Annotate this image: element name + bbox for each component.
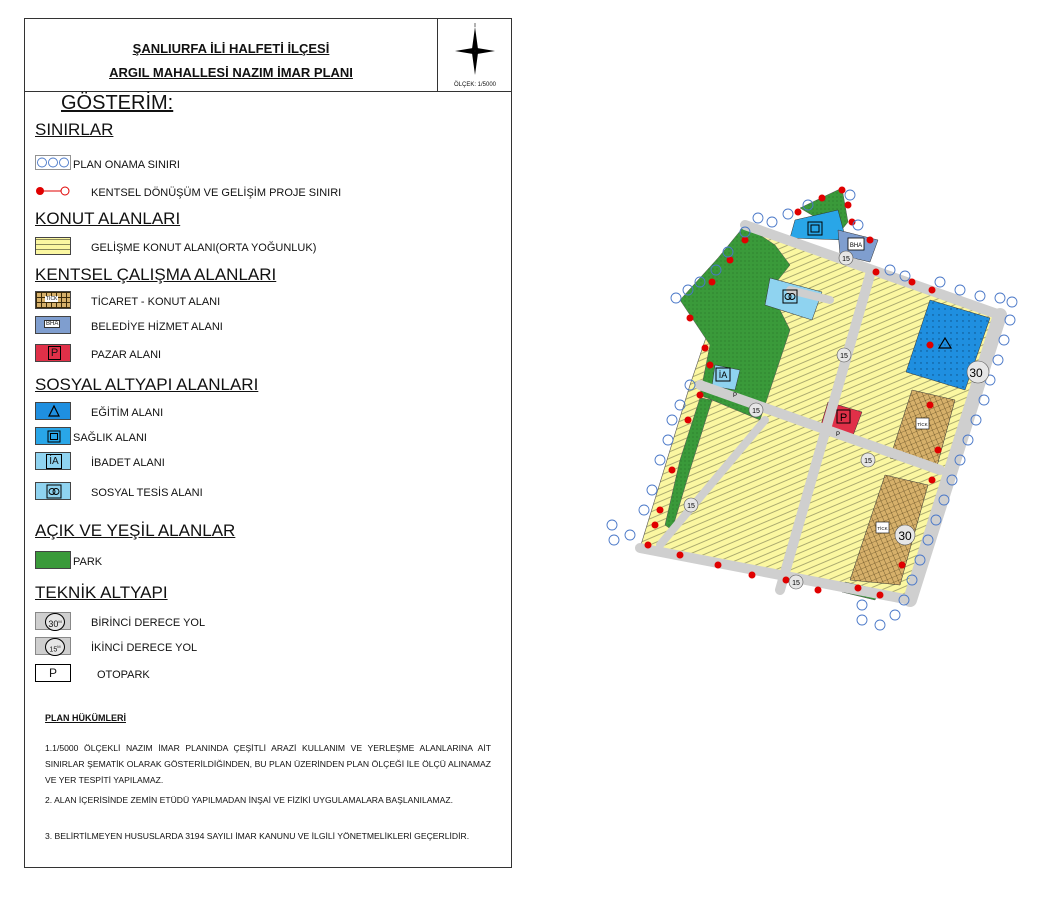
- pazar-code: P: [48, 346, 61, 360]
- label-gelisme-konut: GELİŞME KONUT ALANI(ORTA YOĞUNLUK): [91, 242, 317, 254]
- section-acik: AÇIK VE YEŞİL ALANLAR: [35, 521, 236, 540]
- sosyal-tesis-icon: [36, 483, 72, 501]
- triangle-icon: [36, 403, 72, 421]
- label-otopark: OTOPARK: [97, 669, 150, 681]
- map-road-15-text-2: 15: [840, 353, 848, 360]
- map-road-15-text-5: 15: [687, 503, 695, 510]
- road1-value: 30: [48, 619, 59, 629]
- label-ikinci-yol: İKİNCİ DERECE YOL: [91, 642, 198, 654]
- map-otopark-label-2: P: [732, 393, 738, 399]
- hukum-1: 1.1/5000 ÖLÇEKLİ NAZIM İMAR PLANINDA ÇEŞİTLİ ARAZİ KULLANIM VE YERLEŞME ALANLARINA AİT SINIRLAR ŞEMATİK OLARAK GÖSTERİLDİĞİNDEN, BU PLAN ÜZERİNDEN PLAN ÖLÇEĞİ İLE ÖLÇÜ ALINAMAZ VE YER TESPİTİ YAPILAMAZ.: [45, 743, 491, 785]
- north-arrow-icon: [438, 21, 512, 81]
- label-ticaret-konut: TİCARET - KONUT ALANI: [91, 296, 221, 308]
- label-birinci-yol: BİRİNCİ DERECE YOL: [91, 617, 206, 629]
- ticaret-code: TİCK: [46, 296, 58, 302]
- otopark-symbol: [35, 664, 71, 682]
- label-saglik: SAĞLIK ALANI: [73, 432, 147, 444]
- ikinci-yol-symbol: [35, 637, 71, 655]
- otopark-code: P: [48, 666, 57, 680]
- legend-heading: GÖSTERİM:: [61, 92, 174, 114]
- title-line-2: ARGIL MAHALLESİ NAZIM İMAR PLANI: [109, 65, 353, 80]
- map-road-30-text-1: 30: [969, 366, 983, 380]
- plan-onama-symbol: [35, 154, 71, 172]
- pazar-symbol: [35, 344, 71, 362]
- plan-map: [600, 175, 1030, 645]
- map-road-15-label-6: [789, 575, 803, 589]
- ibadet-symbol: [35, 452, 71, 470]
- label-plan-onama: PLAN ONAMA SINIRI: [73, 159, 180, 171]
- road1-code: [45, 613, 65, 631]
- label-ibadet: İBADET ALANI: [91, 457, 165, 469]
- hukumler-title: PLAN HÜKÜMLERİ: [45, 713, 126, 723]
- ticaret-konut-symbol: [35, 291, 71, 309]
- map-road-15-label-3: [749, 403, 763, 417]
- title-line-1: ŞANLIURFA İLİ HALFETİ İLÇESİ: [132, 41, 330, 56]
- section-konut: KONUT ALANLARI: [35, 209, 181, 228]
- map-otopark-label-1: P: [835, 432, 841, 438]
- map-road-15-label-4: [861, 453, 875, 467]
- gelisme-konut-symbol: [35, 237, 71, 255]
- section-teknik: TEKNİK ALTYAPI: [35, 583, 168, 602]
- map-ticaret-symbol-north: [916, 418, 929, 429]
- square-icon: [36, 428, 72, 446]
- birinci-yol-symbol: [35, 612, 71, 630]
- map-road-15-text-4: 15: [864, 458, 872, 465]
- map-ticaret-label-south: TİCK: [877, 526, 888, 531]
- label-park: PARK: [73, 556, 103, 568]
- plan-title: [25, 37, 437, 85]
- park-symbol: [35, 551, 71, 569]
- kentsel-donusum-symbol: [35, 182, 71, 200]
- road2-sup: M: [57, 644, 61, 649]
- egitim-symbol: [35, 402, 71, 420]
- road2-value: 15: [49, 646, 58, 654]
- label-belediye: BELEDİYE HİZMET ALANI: [91, 321, 223, 333]
- title-box: [25, 19, 511, 92]
- label-sosyal-tesis: SOSYAL TESİS ALANI: [91, 487, 203, 499]
- bha-code: BHA: [46, 321, 59, 327]
- scale-label: ÖLÇEK: 1/5000: [453, 82, 497, 88]
- hukum-3: 3. BELİRTİLMEYEN HUSUSLARDA 3194 SAYILI İMAR KANUNU VE İLGİLİ YÖNETMELİKLERİ GEÇERLİDİR.: [45, 831, 470, 841]
- map-ia-label: İA: [718, 370, 728, 380]
- map-road-15-label-1: [839, 251, 853, 265]
- road1-sup: M: [58, 619, 62, 624]
- label-egitim: EĞİTİM ALANI: [91, 407, 164, 419]
- map-road-15-text-3: 15: [752, 408, 760, 415]
- map-road-30-text-2: 30: [898, 529, 912, 543]
- map-road-15-label-5: [684, 498, 698, 512]
- sosyal-tesis-symbol: [35, 482, 71, 500]
- ibadet-code: İA: [46, 454, 62, 469]
- section-sosyal: SOSYAL ALTYAPI ALANLARI: [35, 375, 259, 394]
- map-road-15-label-2: [837, 348, 851, 362]
- label-pazar: PAZAR ALANI: [91, 349, 162, 361]
- legend-frame: [24, 18, 512, 868]
- label-kentsel-donusum: KENTSEL DÖNÜŞÜM VE GELİŞİM PROJE SINIRI: [91, 187, 342, 199]
- section-sinirlar: SINIRLAR: [35, 120, 114, 139]
- hukum-2: 2. ALAN İÇERİSİNDE ZEMİN ETÜDÜ YAPILMADAN İNŞAİ VE FİZİKİ UYGULAMALARA BAŞLANILAMAZ.: [45, 795, 453, 805]
- map-road-15-text-1: 15: [842, 256, 850, 263]
- section-kentsel: KENTSEL ÇALIŞMA ALANLARI: [35, 265, 277, 284]
- compass-box: [437, 19, 512, 91]
- map-bha-label: BHA: [849, 243, 863, 249]
- map-road-30-label-2: [895, 525, 915, 545]
- road2-code: [45, 638, 65, 656]
- belediye-symbol: [35, 316, 71, 334]
- saglik-symbol: [35, 427, 71, 445]
- map-pazar-label: P: [839, 412, 848, 424]
- map-road-15-text-6: 15: [792, 580, 800, 587]
- map-ticaret-label-north: TİCK: [917, 422, 928, 427]
- map-belediye-symbol: [848, 238, 864, 250]
- map-road-30-label-1: [967, 361, 989, 383]
- map-ticaret-symbol-south: [876, 522, 889, 533]
